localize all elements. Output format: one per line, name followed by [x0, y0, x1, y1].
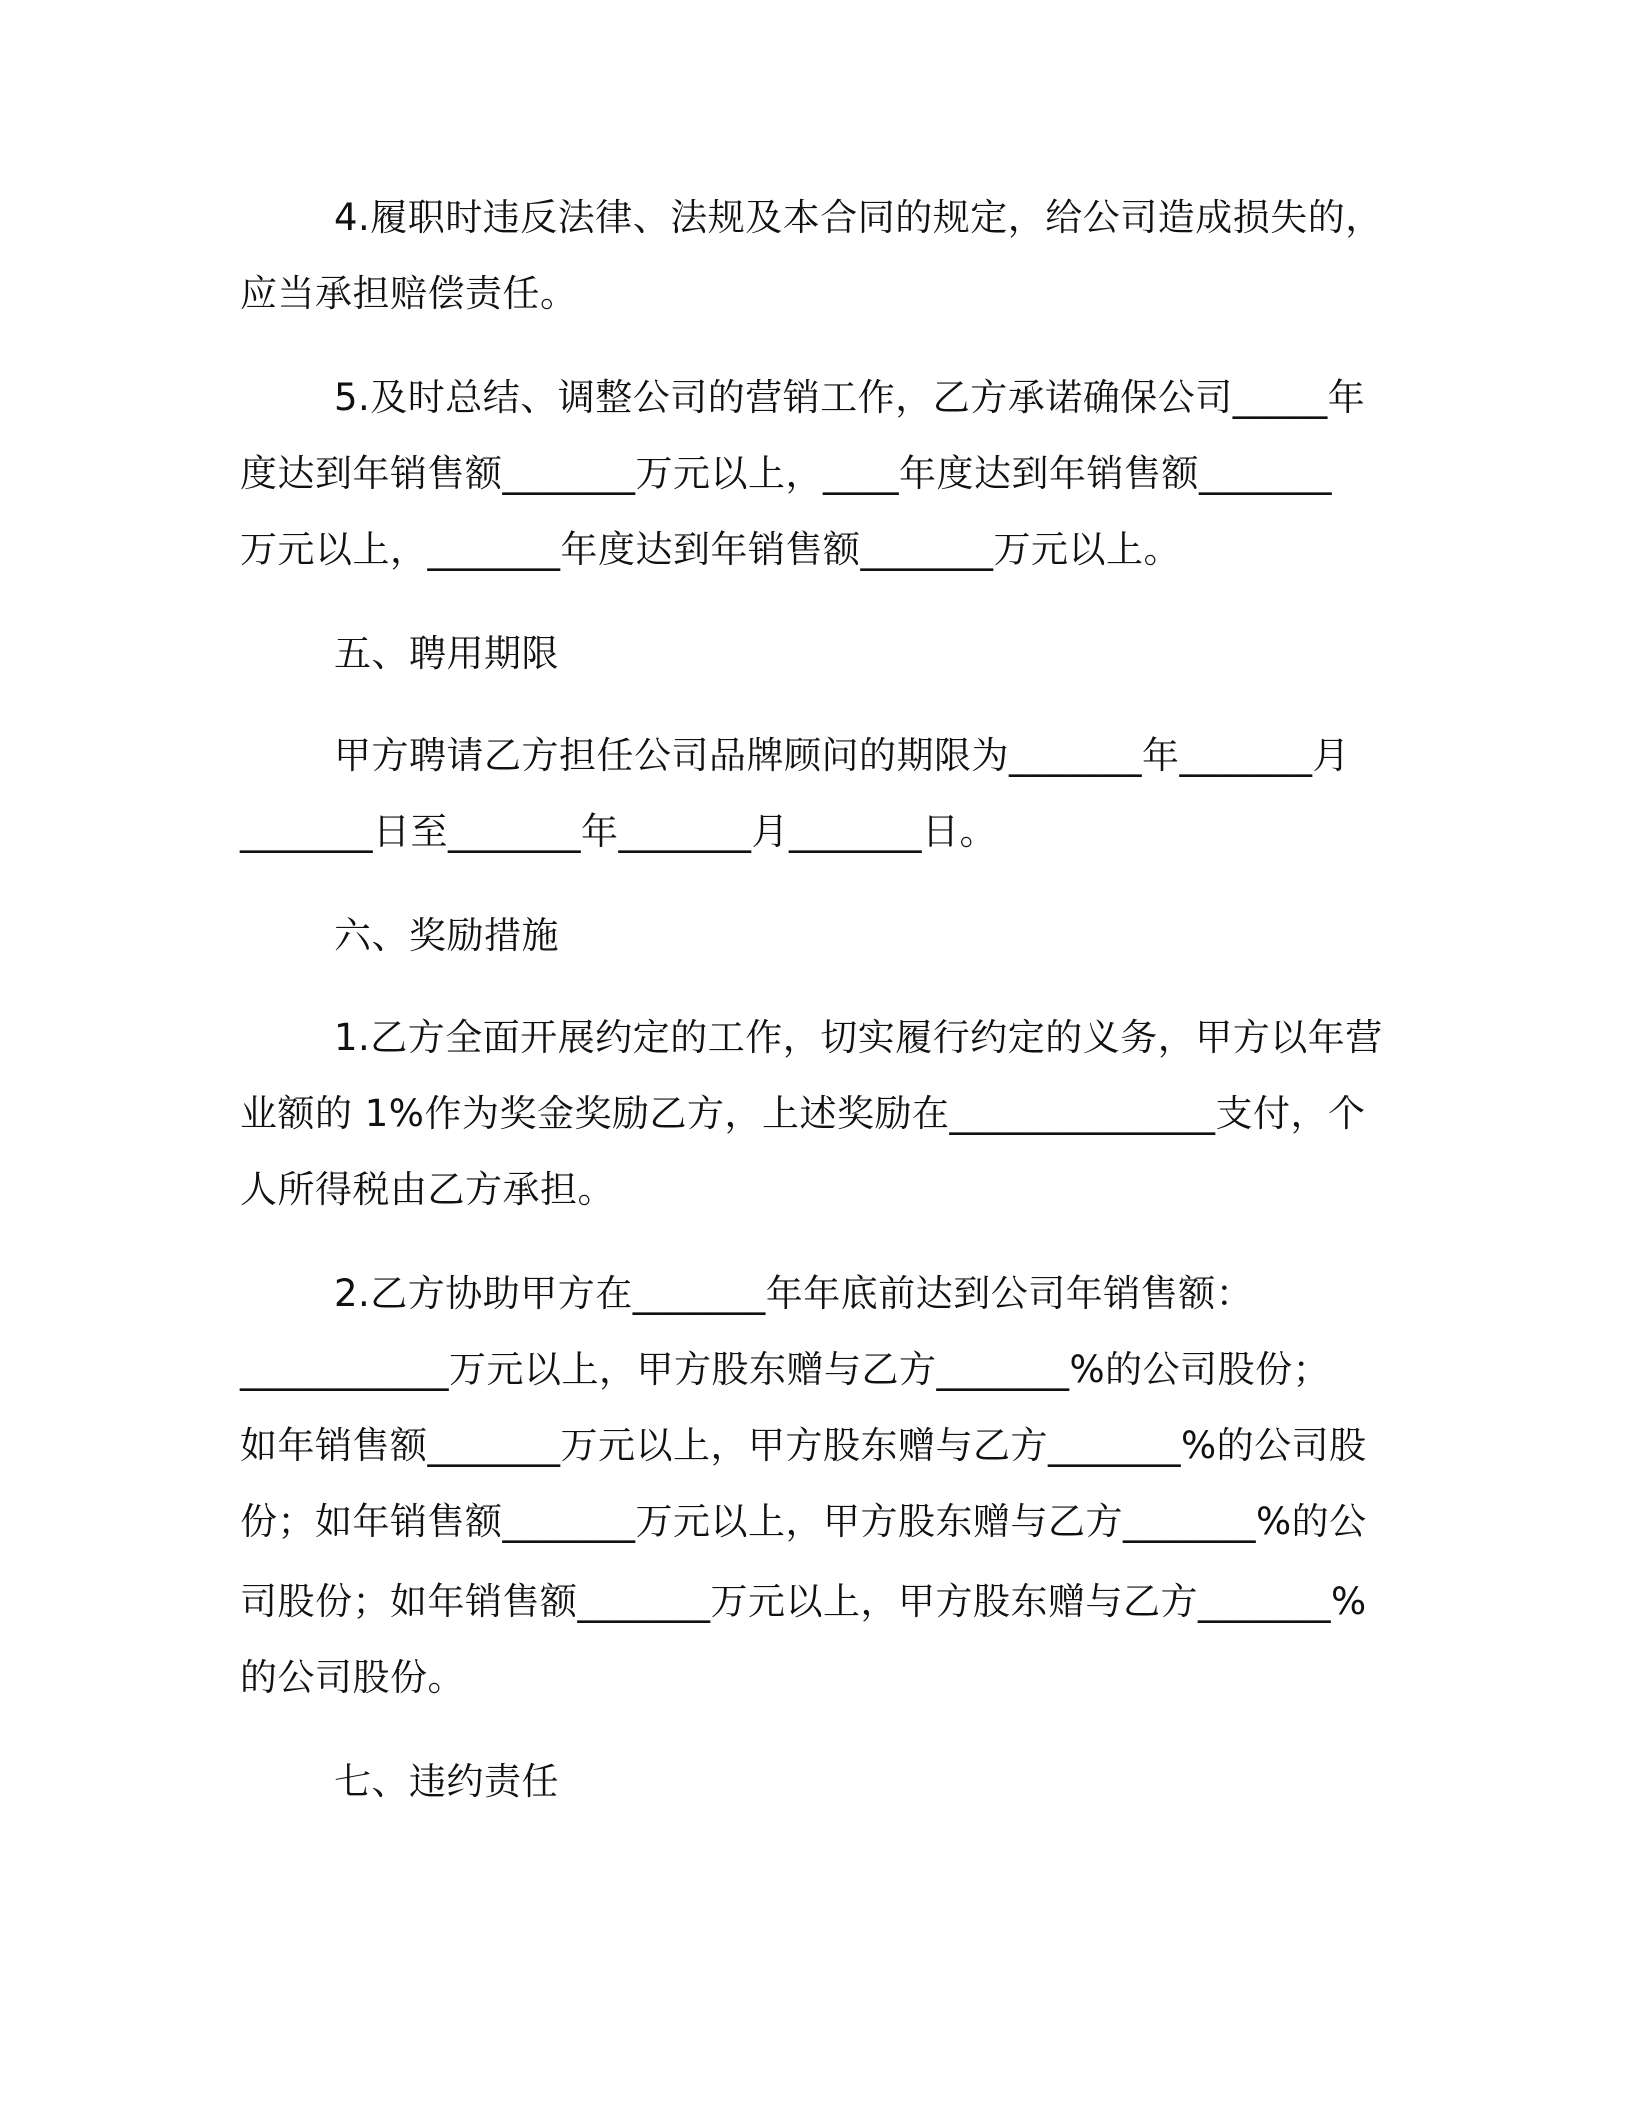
reward-1-line-2: 业额的 1%作为奖金奖励乙方，上述奖励在______________支付，个: [240, 1092, 1366, 1135]
reward-2-line-2: ___________万元以上，甲方股东赠与乙方_______%的公司股份；: [240, 1348, 1331, 1391]
reward-2-line-6: 的公司股份。: [240, 1656, 465, 1699]
clause-5-line-1: 5.及时总结、调整公司的营销工作，乙方承诺确保公司_____年: [334, 376, 1366, 419]
clause-5-line-2: 度达到年销售额_______万元以上，____年度达到年销售额_______: [240, 452, 1332, 495]
term-line-2: _______日至_______年_______月_______日。: [240, 810, 997, 853]
reward-2-line-1: 2.乙方协助甲方在_______年年底前达到公司年销售额：: [334, 1272, 1254, 1315]
term-line-1: 甲方聘请乙方担任公司品牌顾问的期限为_______年_______月: [334, 734, 1350, 777]
clause-4-line-2: 应当承担赔偿责任。: [240, 272, 578, 315]
reward-1-line-3: 人所得税由乙方承担。: [240, 1168, 615, 1211]
reward-1-line-1: 1.乙方全面开展约定的工作，切实履行约定的义务，甲方以年营: [334, 1016, 1383, 1059]
section-5-heading: 五、聘用期限: [334, 632, 559, 675]
reward-2-line-5: 司股份；如年销售额_______万元以上，甲方股东赠与乙方_______%: [240, 1580, 1367, 1623]
clause-5-line-3: 万元以上，_______年度达到年销售额_______万元以上。: [240, 528, 1181, 571]
reward-2-line-4: 份；如年销售额_______万元以上，甲方股东赠与乙方_______%的公: [240, 1500, 1367, 1543]
section-6-heading: 六、奖励措施: [334, 914, 559, 957]
reward-2-line-3: 如年销售额_______万元以上，甲方股东赠与乙方_______%的公司股: [240, 1424, 1367, 1467]
clause-4-line-1: 4.履职时违反法律、法规及本合同的规定，给公司造成损失的，: [334, 196, 1383, 239]
section-7-heading: 七、违约责任: [334, 1760, 559, 1803]
